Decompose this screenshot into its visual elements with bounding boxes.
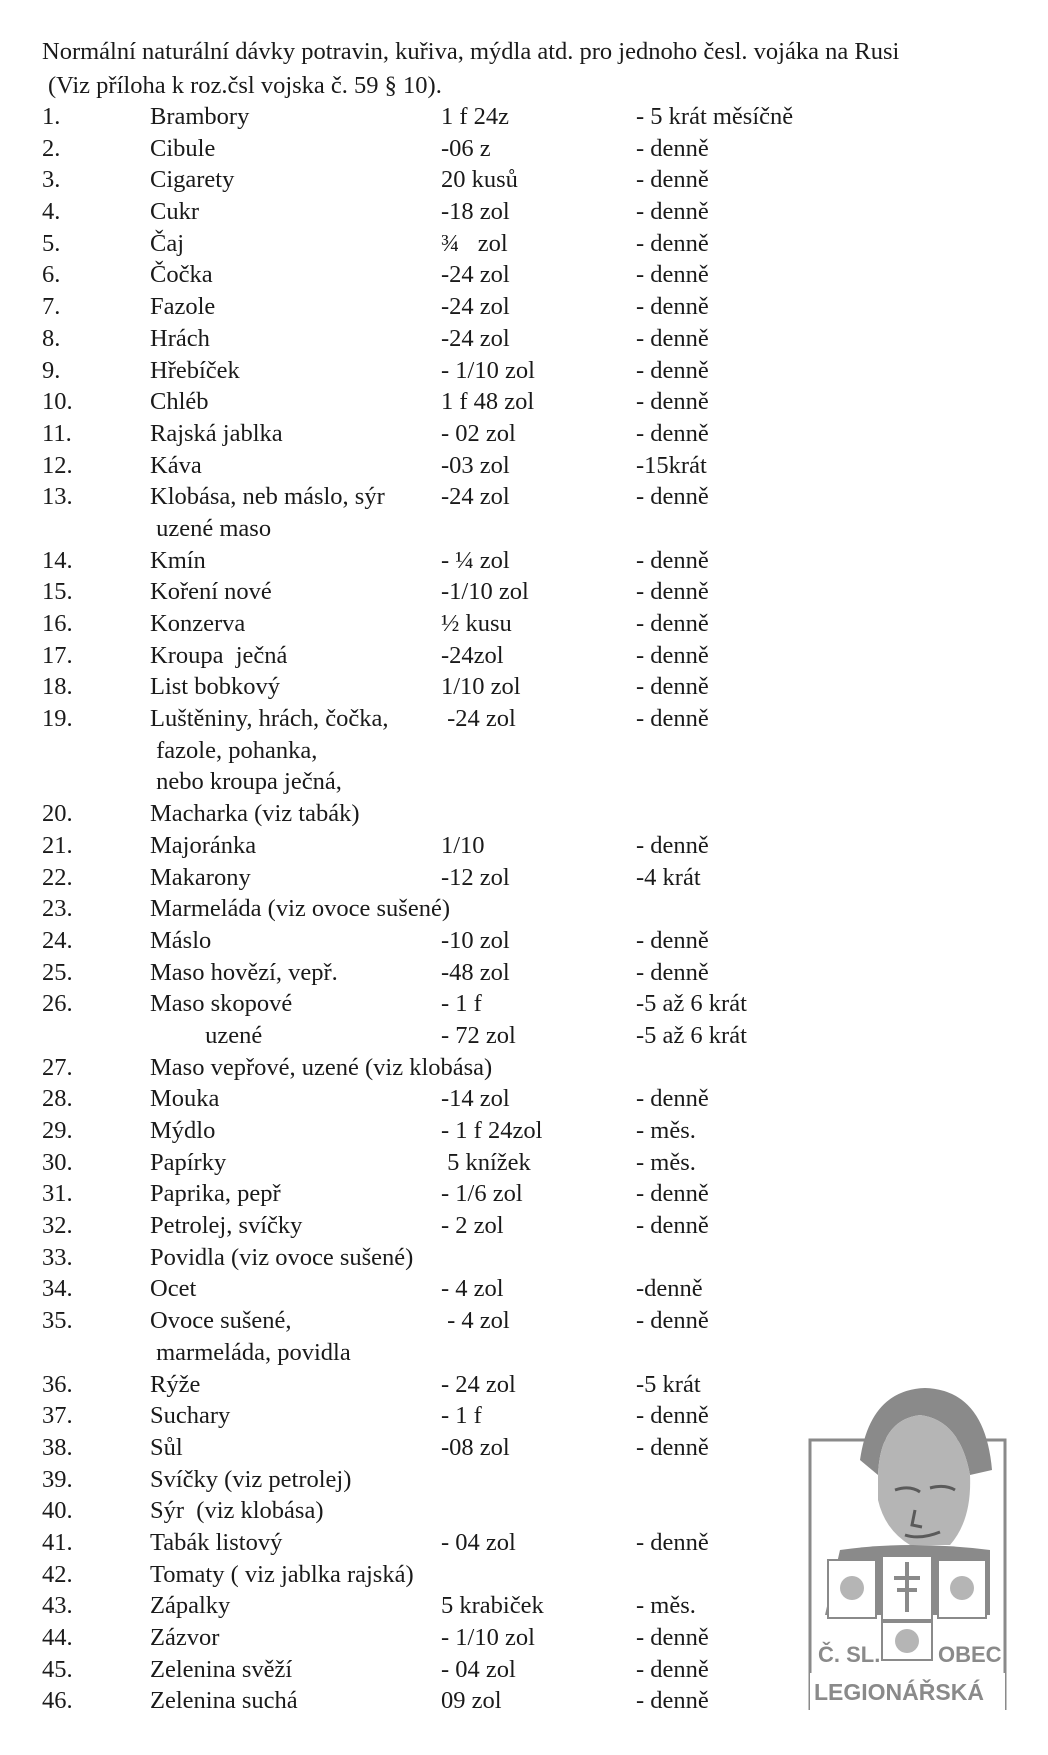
item-amount: -18 zol	[441, 198, 510, 226]
ration-row	[0, 925, 1048, 957]
ration-row	[0, 196, 1048, 228]
item-name: nebo kroupa ječná,	[150, 768, 342, 796]
item-name: Ocet	[150, 1275, 197, 1303]
item-amount: - 1 f 24zol	[441, 1117, 543, 1144]
item-name: Papírky	[150, 1148, 227, 1176]
item-name: Brambory	[150, 103, 250, 130]
ration-row	[0, 545, 1048, 577]
ration-row	[0, 1273, 1048, 1305]
row-number: 21.	[42, 831, 73, 859]
item-frequency: -5 až 6 krát	[636, 990, 747, 1018]
ration-row	[0, 798, 1048, 830]
item-frequency: - denně	[636, 483, 709, 511]
item-frequency: - denně	[636, 388, 709, 416]
ration-row	[0, 988, 1048, 1020]
ration-row	[0, 1305, 1048, 1337]
row-number: 38.	[42, 1433, 73, 1461]
item-name: Maso vepřové, uzené (viz klobása)	[150, 1053, 493, 1081]
item-frequency: - denně	[636, 166, 709, 194]
item-frequency: - denně	[636, 261, 709, 289]
item-name: Tabák listový	[150, 1528, 283, 1556]
item-frequency: - měs.	[636, 1117, 696, 1144]
row-number: 3.	[42, 166, 61, 194]
ration-row	[0, 1337, 1048, 1369]
item-name: Máslo	[150, 926, 212, 954]
ration-row	[0, 323, 1048, 355]
item-frequency: -5 až 6 krát	[636, 1021, 747, 1049]
item-amount: 1 f 24z	[441, 103, 510, 130]
item-name: Suchary	[150, 1402, 231, 1430]
item-name: Marmeláda (viz ovoce sušené)	[150, 895, 450, 923]
item-frequency: - denně	[636, 546, 709, 574]
item-name: Cibule	[150, 134, 216, 162]
item-name: Chléb	[150, 388, 209, 416]
ration-row	[0, 893, 1048, 925]
item-frequency: - denně	[636, 1433, 709, 1461]
row-number: 2.	[42, 134, 61, 162]
row-number: 26.	[42, 990, 73, 1018]
row-number: 27.	[42, 1053, 73, 1081]
item-frequency: -15krát	[636, 451, 707, 479]
item-amount: - 1/6 zol	[441, 1180, 523, 1208]
item-frequency: -denně	[636, 1275, 703, 1303]
item-name: Sýr (viz klobása)	[150, 1497, 324, 1525]
item-name: Káva	[150, 451, 202, 479]
item-name: Kmín	[150, 546, 206, 574]
item-amount: - 4 zol	[441, 1275, 504, 1303]
ration-row	[0, 481, 1048, 513]
item-frequency: - denně	[636, 1212, 709, 1240]
item-amount: -03 zol	[441, 451, 510, 479]
ration-row	[0, 1210, 1048, 1242]
item-name: Maso skopové	[150, 990, 293, 1018]
row-number: 11.	[42, 419, 72, 447]
item-name: Petrolej, svíčky	[150, 1212, 303, 1240]
row-number: 44.	[42, 1624, 73, 1651]
ration-row	[0, 576, 1048, 608]
item-amount: - 04 zol	[441, 1528, 516, 1556]
item-amount: - 1/10 zol	[441, 356, 535, 384]
item-name: Luštěniny, hrách, čočka,	[150, 705, 389, 733]
row-number: 37.	[42, 1402, 73, 1430]
ration-row	[0, 101, 1048, 133]
item-name: Fazole	[150, 293, 216, 321]
legion-logo	[800, 1380, 1012, 1710]
item-amount: - 24 zol	[441, 1370, 516, 1398]
item-name: Hrách	[150, 324, 210, 352]
row-number: 23.	[42, 895, 73, 923]
row-number: 9.	[42, 356, 61, 384]
item-frequency: - denně	[636, 1687, 709, 1715]
item-amount: 1/10 zol	[441, 673, 521, 701]
item-amount: -10 zol	[441, 926, 510, 954]
row-number: 20.	[42, 800, 73, 828]
item-name: Mýdlo	[150, 1117, 216, 1144]
item-name: Povidla (viz ovoce sušené)	[150, 1243, 414, 1271]
ration-row	[0, 1115, 1048, 1147]
item-name: uzené maso	[150, 514, 272, 542]
item-name: Čaj	[150, 229, 185, 257]
row-number: 4.	[42, 198, 61, 226]
ration-row	[0, 735, 1048, 767]
item-amount: -06 z	[441, 134, 491, 162]
row-number: 16.	[42, 610, 73, 637]
ration-row	[0, 1020, 1048, 1052]
ration-row	[0, 1242, 1048, 1274]
item-name: Kroupa ječná	[150, 641, 288, 669]
item-name: Sůl	[150, 1433, 183, 1461]
ration-row	[0, 830, 1048, 862]
item-name: Konzerva	[150, 610, 246, 637]
row-number: 32.	[42, 1212, 73, 1240]
item-frequency: - denně	[636, 324, 709, 352]
row-number: 25.	[42, 958, 73, 986]
item-frequency: - denně	[636, 198, 709, 226]
document-subtitle: (Viz příloha k roz.čsl vojska č. 59 § 10).	[48, 72, 442, 99]
item-amount: -24 zol	[441, 293, 510, 321]
ration-row	[0, 133, 1048, 165]
item-name: Zelenina svěží	[150, 1655, 293, 1683]
item-frequency: -5 krát	[636, 1370, 701, 1398]
item-amount: 1/10	[441, 831, 485, 859]
item-frequency: - denně	[636, 229, 709, 257]
item-amount: ¾ zol	[441, 229, 508, 257]
item-amount: - 1 f	[441, 990, 482, 1018]
row-number: 18.	[42, 673, 73, 701]
ration-row	[0, 164, 1048, 196]
item-name: Makarony	[150, 863, 251, 891]
row-number: 39.	[42, 1465, 73, 1493]
item-frequency: - denně	[636, 293, 709, 321]
item-name: Zelenina suchá	[150, 1687, 298, 1715]
item-frequency: - denně	[636, 831, 709, 859]
item-frequency: - denně	[636, 641, 709, 669]
item-name: Hřebíček	[150, 356, 240, 384]
item-amount: 09 zol	[441, 1687, 502, 1715]
document-title: Normální naturální dávky potravin, kuřiva, mýdla atd. pro jednoho česl. vojáka na Rusi	[42, 38, 900, 65]
item-amount: - 2 zol	[441, 1212, 504, 1240]
ration-row	[0, 418, 1048, 450]
item-amount: -24 zol	[441, 261, 510, 289]
item-name: Klobása, neb máslo, sýr	[150, 483, 385, 511]
ration-row	[0, 671, 1048, 703]
item-name: fazole, pohanka,	[150, 736, 318, 764]
ration-row	[0, 703, 1048, 735]
logo-text-right: OBEC	[938, 1642, 1002, 1667]
ration-row	[0, 355, 1048, 387]
item-name: Čočka	[150, 261, 213, 289]
row-number: 6.	[42, 261, 61, 289]
row-number: 34.	[42, 1275, 73, 1303]
item-amount: ½ kusu	[441, 610, 512, 637]
item-name: Zápalky	[150, 1592, 231, 1620]
ration-row	[0, 1052, 1048, 1084]
item-name: marmeláda, povidla	[150, 1338, 351, 1366]
row-number: 22.	[42, 863, 73, 891]
item-name: Cigarety	[150, 166, 235, 194]
item-amount: -24 zol	[441, 324, 510, 352]
item-frequency: - denně	[636, 1655, 709, 1683]
ration-row	[0, 766, 1048, 798]
row-number: 40.	[42, 1497, 73, 1525]
row-number: 35.	[42, 1307, 73, 1335]
row-number: 5.	[42, 229, 61, 257]
ration-row	[0, 862, 1048, 894]
item-name: Paprika, pepř	[150, 1180, 281, 1208]
item-frequency: - denně	[636, 610, 709, 637]
row-number: 1.	[42, 103, 61, 130]
ration-row	[0, 640, 1048, 672]
item-name: uzené	[150, 1021, 263, 1049]
item-name: Majoránka	[150, 831, 257, 859]
item-amount: 20 kusů	[441, 166, 518, 194]
item-frequency: - denně	[636, 673, 709, 701]
item-frequency: - denně	[636, 1402, 709, 1430]
item-amount: - 4 zol	[441, 1307, 510, 1335]
item-name: Mouka	[150, 1085, 220, 1113]
item-amount: - 02 zol	[441, 419, 516, 447]
item-frequency: - denně	[636, 419, 709, 447]
row-number: 24.	[42, 926, 73, 954]
item-name: Svíčky (viz petrolej)	[150, 1465, 352, 1493]
item-name: Cukr	[150, 198, 199, 226]
item-frequency: - měs.	[636, 1148, 696, 1176]
ration-row	[0, 386, 1048, 418]
item-amount: - 72 zol	[441, 1021, 516, 1049]
item-amount: -24 zol	[441, 483, 510, 511]
item-frequency: - 5 krát měsíčně	[636, 103, 794, 130]
item-amount: - 04 zol	[441, 1655, 516, 1683]
item-amount: -1/10 zol	[441, 578, 529, 606]
item-name: Ovoce sušené,	[150, 1307, 292, 1335]
item-frequency: - denně	[636, 356, 709, 384]
row-number: 12.	[42, 451, 73, 479]
row-number: 46.	[42, 1687, 73, 1715]
item-amount: - ¼ zol	[441, 546, 510, 574]
item-amount: 5 knížek	[441, 1148, 531, 1176]
item-amount: -24 zol	[441, 705, 516, 733]
row-number: 8.	[42, 324, 61, 352]
row-number: 29.	[42, 1117, 73, 1144]
logo-text-bottom: LEGIONÁŘSKÁ	[814, 1679, 984, 1705]
ration-row	[0, 1147, 1048, 1179]
item-amount: - 1/10 zol	[441, 1624, 535, 1651]
item-name: Zázvor	[150, 1624, 220, 1651]
item-name: Tomaty ( viz jablka rajská)	[150, 1560, 414, 1588]
item-name: List bobkový	[150, 673, 280, 701]
row-number: 42.	[42, 1560, 73, 1588]
row-number: 13.	[42, 483, 73, 511]
ration-row	[0, 608, 1048, 640]
row-number: 41.	[42, 1528, 73, 1556]
item-frequency: - denně	[636, 1085, 709, 1113]
item-frequency: - denně	[636, 134, 709, 162]
item-frequency: - denně	[636, 958, 709, 986]
logo-text-left: Č. SL.	[818, 1642, 881, 1667]
row-number: 43.	[42, 1592, 73, 1620]
item-amount: 1 f 48 zol	[441, 388, 535, 416]
item-frequency: - denně	[636, 1624, 709, 1651]
item-name: Rajská jablka	[150, 419, 283, 447]
ration-row	[0, 513, 1048, 545]
ration-row	[0, 1083, 1048, 1115]
item-name: Koření nové	[150, 578, 272, 606]
ration-row	[0, 957, 1048, 989]
row-number: 19.	[42, 705, 73, 733]
row-number: 31.	[42, 1180, 73, 1208]
item-frequency: - denně	[636, 1528, 709, 1556]
item-amount: -24zol	[441, 641, 504, 669]
item-frequency: -4 krát	[636, 863, 701, 891]
row-number: 17.	[42, 641, 73, 669]
row-number: 14.	[42, 546, 73, 574]
ration-row	[0, 259, 1048, 291]
ration-row	[0, 228, 1048, 260]
item-frequency: - denně	[636, 926, 709, 954]
ration-row	[0, 450, 1048, 482]
item-name: Rýže	[150, 1370, 201, 1398]
ration-row	[0, 291, 1048, 323]
row-number: 10.	[42, 388, 73, 416]
item-amount: - 1 f	[441, 1402, 482, 1430]
item-amount: 5 krabiček	[441, 1592, 544, 1620]
ration-row	[0, 1178, 1048, 1210]
item-amount: -48 zol	[441, 958, 510, 986]
item-frequency: - denně	[636, 1180, 709, 1208]
item-name: Maso hovězí, vepř.	[150, 958, 338, 986]
item-amount: -14 zol	[441, 1085, 510, 1113]
item-frequency: - denně	[636, 578, 709, 606]
item-frequency: - denně	[636, 705, 709, 733]
item-frequency: - denně	[636, 1307, 709, 1335]
row-number: 15.	[42, 578, 73, 606]
row-number: 30.	[42, 1148, 73, 1176]
item-amount: -08 zol	[441, 1433, 510, 1461]
item-name: Macharka (viz tabák)	[150, 800, 360, 828]
row-number: 33.	[42, 1243, 73, 1271]
row-number: 7.	[42, 293, 61, 321]
item-amount: -12 zol	[441, 863, 510, 891]
row-number: 28.	[42, 1085, 73, 1113]
row-number: 36.	[42, 1370, 73, 1398]
row-number: 45.	[42, 1655, 73, 1683]
item-frequency: - měs.	[636, 1592, 696, 1620]
